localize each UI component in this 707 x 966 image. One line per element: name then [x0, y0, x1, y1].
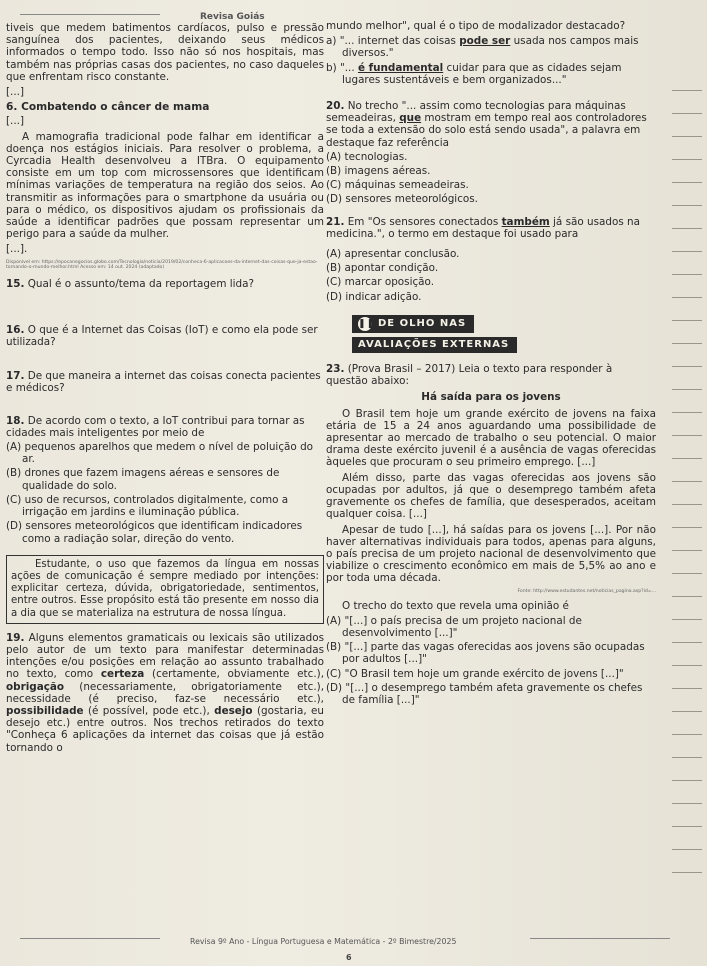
question-23: 23. (Prova Brasil – 2017) Leia o texto para responder à questão abaixo:: [326, 363, 613, 388]
text-title: Há saída para os jovens: [421, 391, 561, 404]
page-header: Revisa Goiás: [200, 12, 265, 22]
option-a: (A) pequenos aparelhos que medem o nível de poluição do ar.: [6, 441, 314, 466]
external-assessment-banner: [352, 313, 656, 355]
article-paragraph: A mamografia tradicional pode falhar em identificar a doença nos estágios iniciais. Para resolver o problema, a Cyrcadia Health desenvolveu a ITBra. O equipamento consiste em um top com microssensores que identificam mínimas variações de temperatura na região dos seios. Ao transmitir as informações para o smartphone da usuária ou para o médico, os dispositivos ajudam os profissionais da saúde a identificar padrões que possam representar um perigo para a saúde da mulher.: [6, 130, 324, 241]
option-a: (A) apresentar conclusão.: [326, 248, 460, 261]
text-paragraph: O Brasil tem hoje um grande exército de jovens na faixa etária de 15 a 24 anos aguardando uma possibilidade de apresentar ao mercado de trabalho o seu potencial. O maior drama deste exército juvenil é a ausência de vagas oferecidas àqueles que procuram o seu primeiro emprego. [...]: [326, 407, 656, 469]
banner-line-1: ❚❚ DE OLHO NAS: [352, 315, 474, 333]
option-d: (D) "[...] o desemprego também afeta gravemente os chefes de família [...]": [326, 681, 643, 706]
option-c: (C) uso de recursos, controlados digitalmente, como a irrigação em jardins e iluminação pública.: [6, 493, 289, 519]
text-paragraph: Apesar de tudo [...], há saídas para os jovens [...]. Por não haver alternativas individuais para todos, apenas para alguns, o país precisa de um projeto nacional de desenvolvimento que viabilize o crescimento econômico em mais de 5,5% ao ano e por toda uma década.: [326, 523, 656, 585]
question-16: 16. O que é a Internet das Coisas (IoT) e como ela pode ser utilizada?: [6, 323, 318, 349]
option-a: (A) tecnologias.: [326, 150, 408, 163]
question-15: 15. Qual é o assunto/tema da reportagem lida?: [6, 277, 254, 290]
option-c: (C) máquinas semeadeiras.: [326, 179, 469, 192]
question-18: 18. De acordo com o texto, a IoT contribui para tornar as cidades mais inteligentes por meio de: [6, 414, 305, 439]
option-d: (D) sensores meteorológicos que identificam indicadores como a radiação solar, direção do vento.: [6, 520, 303, 545]
source-citation: Disponível em: https://epocanegocios.globo.com/Tecnologia/noticia/2019/02/conheca-6-aplicacoes-da-internet-das-coisas-que-ja-estao-tornando-o-mundo-melhor.html Acesso em: 14 out. 2024 (adaptado): [6, 259, 318, 270]
option-d: (D) indicar adição.: [326, 290, 422, 303]
footer-text: Revisa 9º Ano - Língua Portuguesa e Matemática - 2º Bimestre/2025: [190, 937, 457, 946]
question-21: 21. Em "Os sensores conectados também já são usados na medicina.", o termo em destaque foi usado para: [326, 215, 641, 240]
option-d: (D) sensores meteorológicos.: [326, 193, 478, 206]
ellipsis: [...]: [6, 115, 25, 128]
item-a: a) "... internet das coisas pode ser usada nos campos mais diversos.": [326, 35, 639, 60]
option-b: (B) imagens aéreas.: [326, 165, 431, 178]
option-a: (A) "[...] o país precisa de um projeto nacional de desenvolvimento [...]": [326, 614, 582, 639]
source-citation: Fonte: http://www.estudantes.net/noticias_pagina.asp?id=...: [517, 588, 656, 594]
banner-line-2: AVALIAÇÕES EXTERNAS: [352, 337, 517, 353]
question-17: 17. De que maneira a internet das coisas conecta pacientes e médicos?: [6, 370, 321, 395]
option-b: (B) apontar condição.: [326, 262, 439, 275]
left-column: [6, 22, 324, 754]
question-20: 20. No trecho "... assim como tecnologias para máquinas semeadeiras, que mostram em tempo real aos controladores se toda a extensão do solo está sendo usada", a palavra em destaque faz referência: [326, 100, 647, 149]
intro-text: tiveis que medem batimentos cardíacos, pulso e pressão sanguínea dos pacientes, deixando seus médicos informados o tempo todo. Isso não só nos hospitais, mas também nas próprias casas dos pacientes, no caso daqueles que enfrentam risco constante.: [6, 22, 324, 83]
option-c: (C) marcar oposição.: [326, 276, 435, 289]
option-c: (C) "O Brasil tem hoje um grande exército de jovens [...]": [326, 667, 624, 680]
page-number: 6: [346, 953, 352, 962]
divider: [20, 14, 160, 15]
right-column: [326, 20, 656, 708]
answer-lines: [672, 90, 702, 895]
section-title: 6. Combatendo o câncer de mama: [6, 101, 210, 114]
item-b: b) "... é fundamental cuidar para que as cidades sejam lugares sustentáveis e bem organizados...": [326, 61, 622, 86]
option-b: (B) drones que fazem imagens aéreas e sensores de qualidade do solo.: [6, 467, 280, 492]
divider: [530, 938, 670, 939]
divider: [20, 938, 160, 939]
question-19: 19. Alguns elementos gramaticais ou lexicais são utilizados pelo autor de um texto para manifestar determinadas intenções e/ou posições em relação ao assunto trabalhado no texto, como certeza (certamente, obviamente etc.), obrigação (necessariamente, obrigatoriamente etc.), necessidade (é preciso, faz-se necessário etc.), possibilidade (é possível, pode etc.), desejo (gostaria, eu desejo etc.) entre outros. Nos trechos retirados do texto "Conheça 6 aplicações da internet das coisas que já estão tornando o: [6, 631, 325, 754]
question-prompt: O trecho do texto que revela uma opinião é: [342, 599, 569, 612]
pause-icon: ❚❚: [358, 318, 376, 329]
ellipsis: [...]: [6, 86, 25, 99]
question-19-cont: mundo melhor", qual é o tipo de modalizador destacado?: [326, 20, 626, 32]
tip-box: Estudante, o uso que fazemos da língua em nossas ações de comunicação é sempre mediado por intenções: explicitar certeza, dúvida, obrigatoriedade, sentimentos, entre outros. Esse propósito está tão presente em nosso dia a dia que se materializa na estrutura de nossa língua.: [6, 555, 324, 624]
option-b: (B) "[...] parte das vagas oferecidas aos jovens são ocupadas por adultos [...]": [326, 641, 645, 666]
ellipsis: [...].: [6, 243, 28, 256]
text-paragraph: Além disso, parte das vagas oferecidas aos jovens são ocupadas por adultos, já que o desemprego também afeta gravemente os chefes de família, que desesperados, aceitam qualquer coisa. [...]: [326, 471, 656, 521]
